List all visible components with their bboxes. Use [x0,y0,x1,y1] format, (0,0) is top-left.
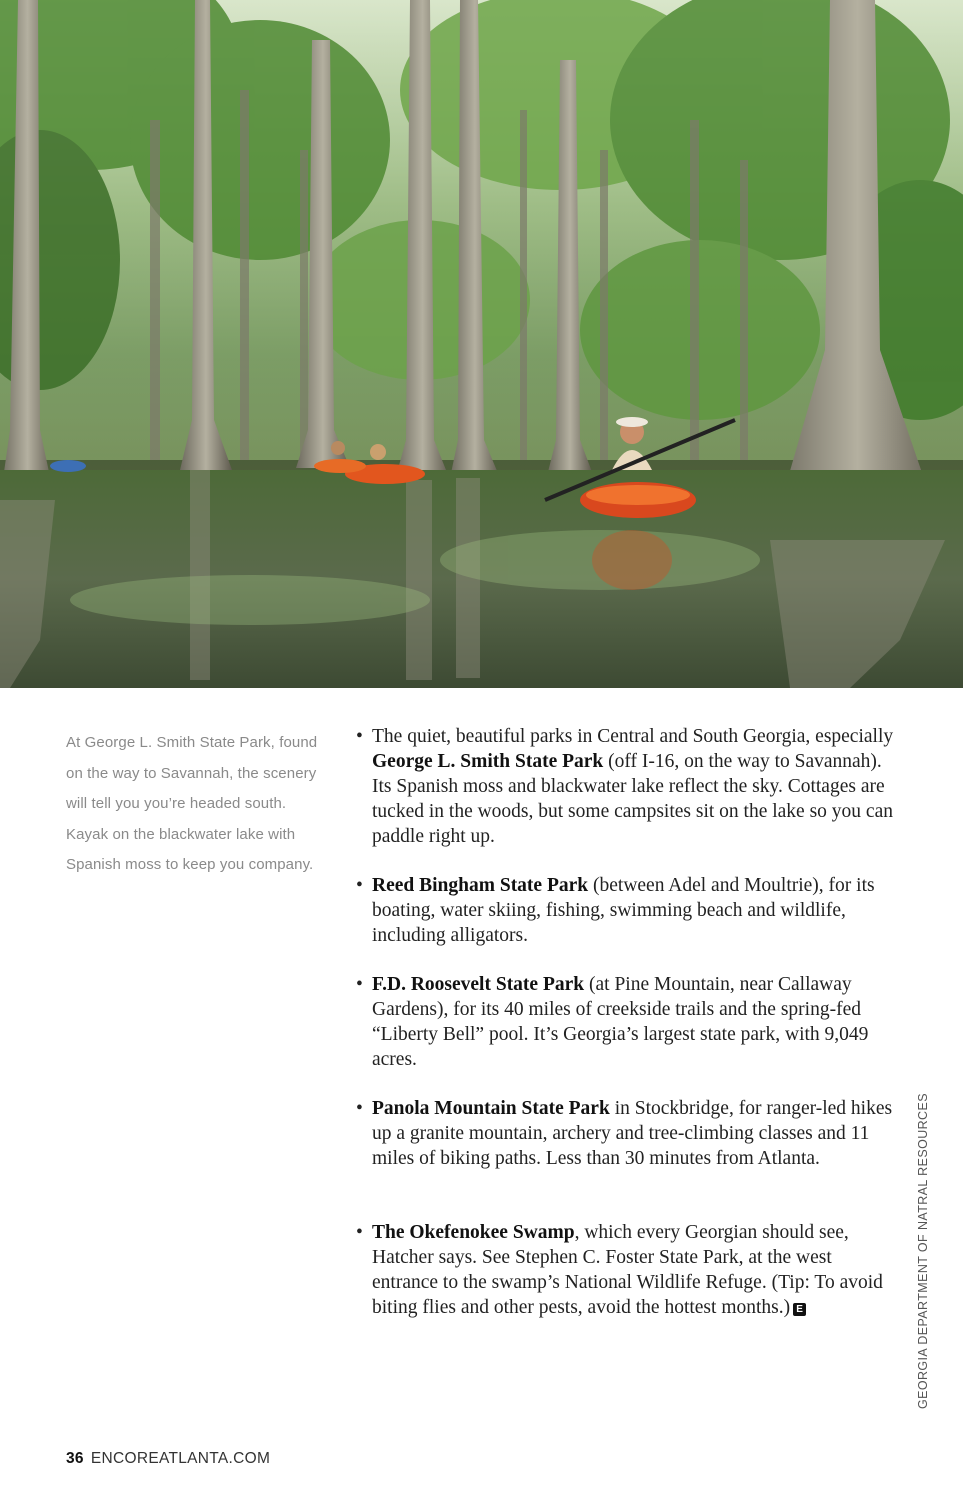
bullet: • [356,875,363,896]
park-name: Reed Bingham State Park [372,875,589,896]
item-text: , which every Georgian should see, Hatcher says. See Stephen C. Foster State Park, at the west entrance to the swamp’s National Wildlife Refuge. (Tip: To avoid biting flies and other pests, avoid the hottest months.) [372,1222,883,1318]
list-item [356,724,901,849]
footer-site-link[interactable]: ENCOREATLANTA.COM [90,1450,271,1467]
park-name: Panola Mountain State Park [372,1098,610,1119]
photo-caption: At George L. Smith State Park, found on the way to Savannah, the scenery will tell you you’re headed south. Kayak on the blackwater lake with Spanish moss to keep you company. [66,734,318,873]
kayak-swamp-photo [0,0,963,688]
list-item [356,1220,901,1320]
list-item [356,873,901,948]
bullet: • [356,726,363,747]
item-text: The quiet, beautiful parks in Central and South Georgia, especially [372,726,894,747]
photo-credit: GEORGIA DEPARTMENT OF NATRAL RESOURCES [916,1093,930,1409]
park-name: F.D. Roosevelt State Park [372,974,585,995]
list-item [356,972,901,1072]
page-footer [66,1450,270,1468]
list-item [356,1096,901,1171]
item-text: (at Pine Mountain, near Callaway Gardens), for its 40 miles of creekside trails and the spring-fed “Liberty Bell” pool. It’s Georgia’s largest state park, with 9,049 acres. [372,974,869,1070]
bullet: • [356,974,363,995]
park-name: The Okefenokee Swamp [372,1222,575,1243]
encore-end-mark-icon: E [793,1303,806,1316]
photo-illustration [0,0,963,688]
park-name: George L. Smith State Park [372,751,604,772]
item-text: (off I-16, on the way to Savannah). Its Spanish moss and blackwater lake reflect the sky. Cottages are tucked in the woods, but some campsites sit on the lake so you can paddle right up. [372,751,893,847]
item-text: in Stockbridge, for ranger-led hikes up a granite mountain, archery and tree-climbing classes and 11 miles of biking paths. Less than 30 minutes from Atlanta. [372,1098,893,1169]
item-text: (between Adel and Moultrie), for its boating, water skiing, fishing, swimming beach and wildlife, including alligators. [372,875,875,946]
bullet: • [356,1098,363,1119]
bullet: • [356,1222,363,1243]
page-number: 36 [66,1450,84,1467]
